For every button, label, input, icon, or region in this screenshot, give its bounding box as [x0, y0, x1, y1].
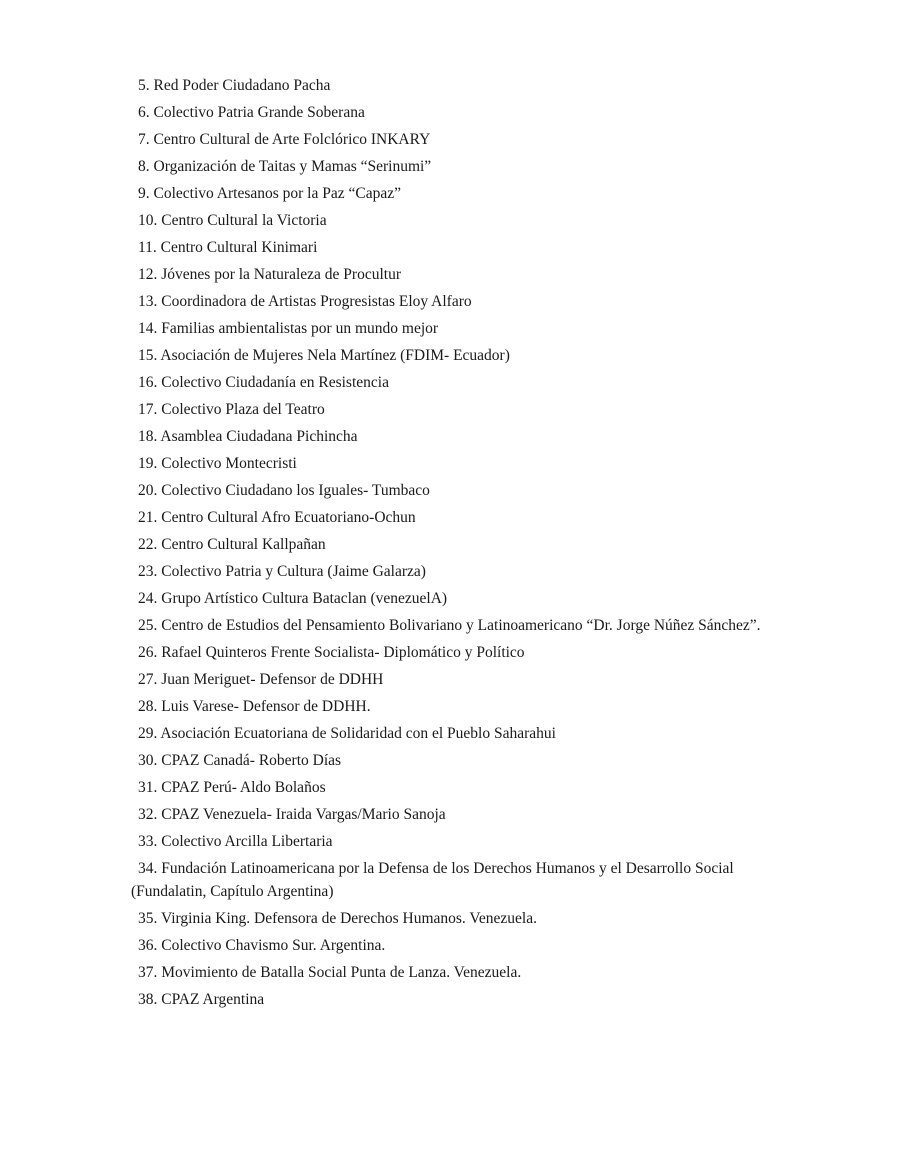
list-item: 26. Rafael Quinteros Frente Socialista- Diplomático y Político — [138, 644, 525, 661]
list-item: 38. CPAZ Argentina — [138, 991, 265, 1008]
list-item: 11. Centro Cultural Kinimari — [138, 239, 318, 256]
list-item: 32. CPAZ Venezuela- Iraida Vargas/Mario Sanoja — [138, 806, 446, 823]
list-item: 18. Asamblea Ciudadana Pichincha — [138, 428, 358, 445]
list-item: 29. Asociación Ecuatoriana de Solidaridad con el Pueblo Saharahui — [138, 725, 556, 742]
list-item: 9. Colectivo Artesanos por la Paz “Capaz” — [138, 185, 401, 202]
list-item: 36. Colectivo Chavismo Sur. Argentina. — [138, 937, 386, 954]
list-item: 16. Colectivo Ciudadanía en Resistencia — [138, 374, 389, 391]
list-item: 28. Luis Varese- Defensor de DDHH. — [138, 698, 371, 715]
list-item: 34. Fundación Latinoamericana por la Defensa de los Derechos Humanos y el Desarrollo Social (Fundalatin, Capítulo Argentina) — [131, 860, 734, 900]
list-item: 14. Familias ambientalistas por un mundo mejor — [138, 320, 439, 337]
list-item: 7. Centro Cultural de Arte Folclórico INKARY — [138, 131, 431, 148]
list-item: 13. Coordinadora de Artistas Progresistas Eloy Alfaro — [138, 293, 472, 310]
list-item: 30. CPAZ Canadá- Roberto Días — [138, 752, 342, 769]
list-item: 6. Colectivo Patria Grande Soberana — [138, 104, 365, 121]
list-item: 33. Colectivo Arcilla Libertaria — [138, 833, 333, 850]
list-item: 27. Juan Meriguet- Defensor de DDHH — [138, 671, 384, 688]
organization-list — [131, 74, 791, 1015]
list-item: 37. Movimiento de Batalla Social Punta de Lanza. Venezuela. — [138, 964, 522, 981]
list-item: 17. Colectivo Plaza del Teatro — [138, 401, 325, 418]
list-item: 12. Jóvenes por la Naturaleza de Procultur — [138, 266, 401, 283]
list-item: 35. Virginia King. Defensora de Derechos Humanos. Venezuela. — [138, 910, 537, 927]
list-item: 23. Colectivo Patria y Cultura (Jaime Galarza) — [138, 563, 426, 580]
list-item: 8. Organización de Taitas y Mamas “Serinumi” — [138, 158, 432, 175]
list-item: 22. Centro Cultural Kallpañan — [138, 536, 326, 553]
list-item: 24. Grupo Artístico Cultura Bataclan (venezuelA) — [138, 590, 448, 607]
list-item: 31. CPAZ Perú- Aldo Bolaños — [138, 779, 326, 796]
list-item: 25. Centro de Estudios del Pensamiento Bolivariano y Latinoamericano “Dr. Jorge Núñez Sánchez”. — [138, 617, 761, 634]
list-item: 19. Colectivo Montecristi — [138, 455, 297, 472]
list-item: 15. Asociación de Mujeres Nela Martínez (FDIM- Ecuador) — [138, 347, 510, 364]
list-item: 20. Colectivo Ciudadano los Iguales- Tumbaco — [138, 482, 430, 499]
list-item: 21. Centro Cultural Afro Ecuatoriano-Ochun — [138, 509, 416, 526]
list-item: 10. Centro Cultural la Victoria — [138, 212, 327, 229]
list-item: 5. Red Poder Ciudadano Pacha — [138, 77, 331, 94]
